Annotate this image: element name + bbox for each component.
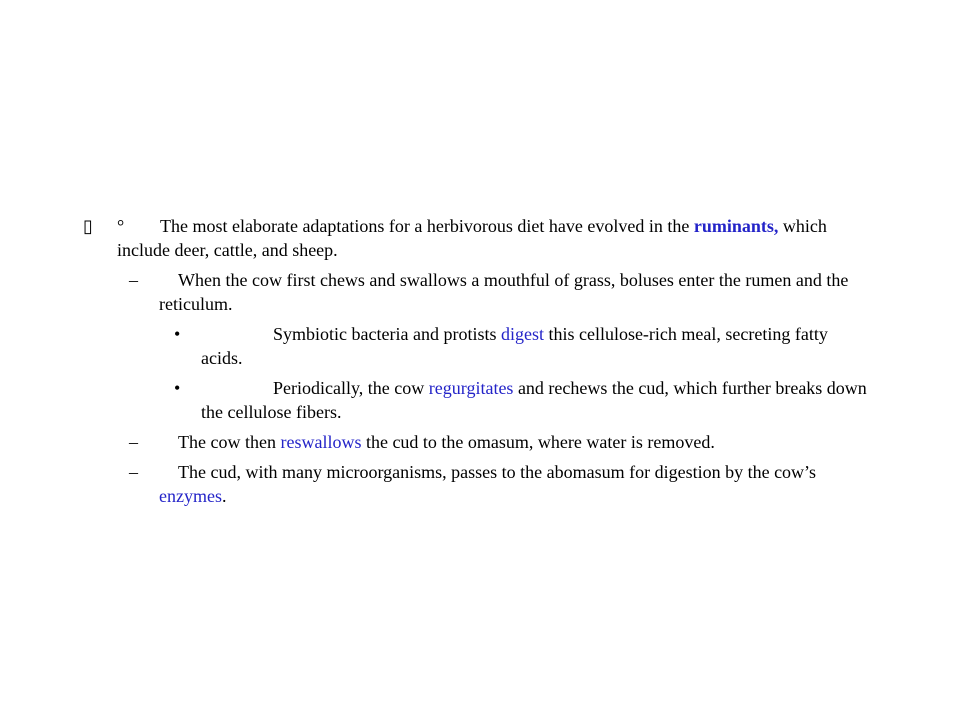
ruminants-link[interactable]: ruminants, — [693, 216, 779, 236]
paragraph-4-text-after: and rechews the cud, which further breaks down the cellulose fibers. — [201, 378, 867, 422]
bullet-paragraph-5 — [129, 430, 859, 454]
bullet-paragraph-6 — [129, 460, 859, 508]
regurgitates-link[interactable]: regurgitates — [428, 378, 514, 398]
paragraph-5-text-before: The cow then — [178, 432, 281, 452]
bullet-paragraph-2 — [129, 268, 859, 316]
degree-bullet-icon: ° — [117, 216, 125, 236]
dot-bullet-icon: • — [174, 324, 181, 344]
digest-link[interactable]: digest — [500, 324, 544, 344]
paragraph-3-text-before: Symbiotic bacteria and protists — [273, 324, 501, 344]
bullet-paragraph-4 — [174, 376, 881, 424]
paragraph-5-text-after: the cud to the omasum, where water is removed. — [361, 432, 715, 452]
reswallows-link[interactable]: reswallows — [280, 432, 362, 452]
paragraph-6-text-after: . — [221, 486, 227, 506]
paragraph-3-text-after: this cellulose-rich meal, secreting fatty acids. — [201, 324, 828, 368]
paragraph-2-text: When the cow first chews and swallows a mouthful of grass, boluses enter the rumen and the reticulum. — [159, 270, 849, 314]
paragraph-6-text-before: The cud, with many microorganisms, passes to the abomasum for digestion by the cow’s — [178, 462, 817, 482]
dash-bullet-icon: – — [129, 462, 138, 482]
paragraph-1-text-after: which include deer, cattle, and sheep. — [117, 216, 827, 260]
dash-bullet-icon: – — [129, 270, 138, 290]
paragraph-4-text-before: Periodically, the cow — [273, 378, 429, 398]
paragraph-1-text-before: The most elaborate adaptations for a herbivorous diet have evolved in the — [160, 216, 690, 236]
enzymes-link[interactable]: enzymes — [159, 486, 222, 506]
dash-bullet-icon: – — [129, 432, 138, 452]
bullet-paragraph-3 — [174, 322, 841, 370]
bullet-box-icon: ▯ — [83, 216, 93, 236]
dot-bullet-icon: • — [174, 378, 181, 398]
bullet-paragraph-1 — [83, 214, 847, 262]
